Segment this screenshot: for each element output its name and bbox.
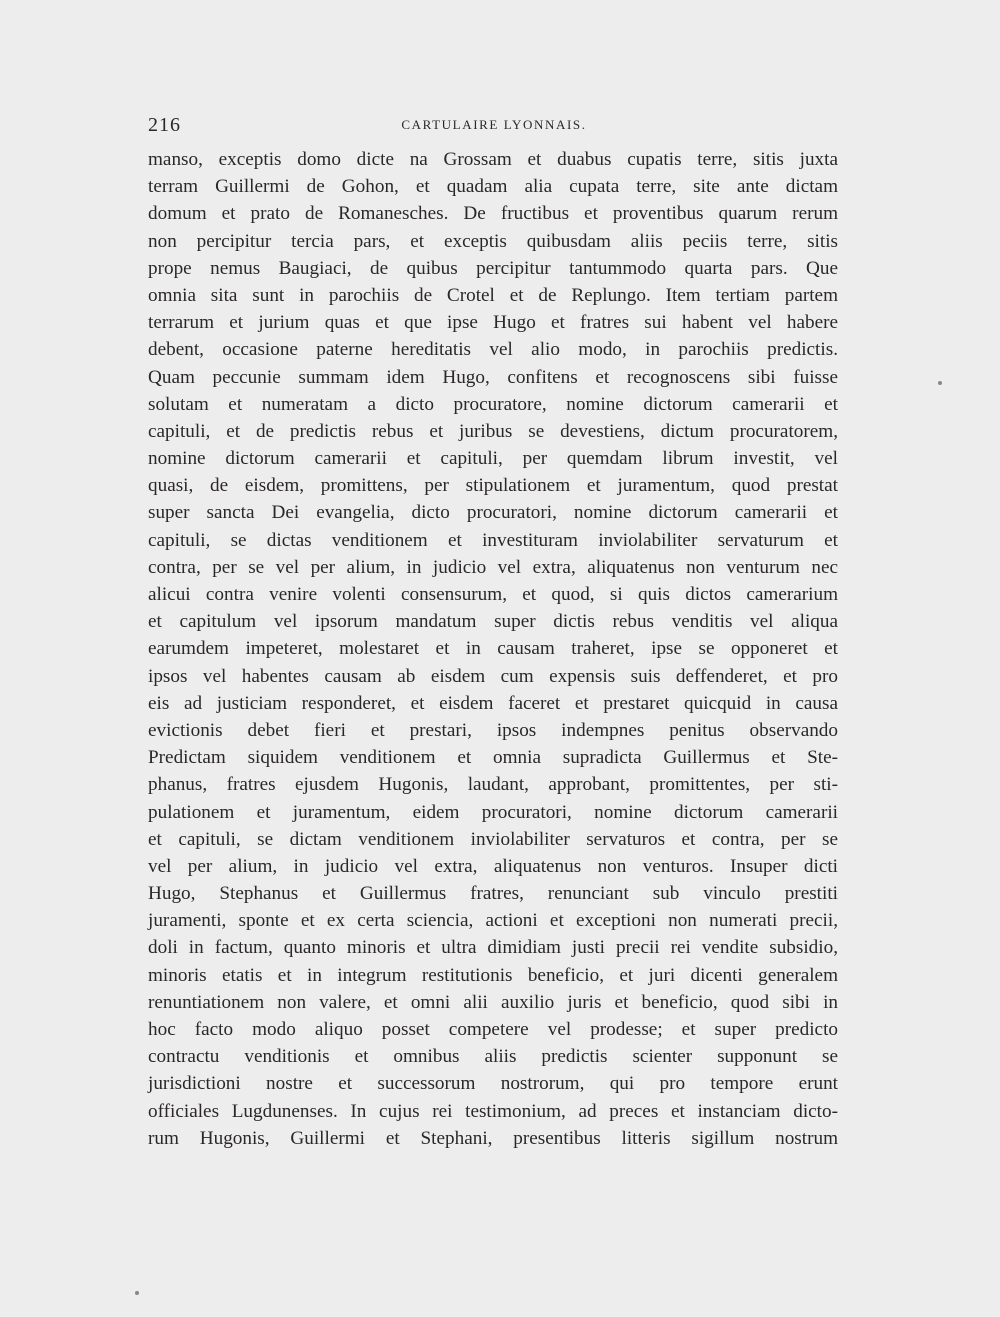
text-line: doli in factum, quanto minoris et ultra dimidiam justi precii rei vendite subsidio, [148,937,838,959]
text-line: super sancta Dei evangelia, dicto procuratori, nomine dictorum camerarii et [148,502,838,524]
text-line: prope nemus Baugiaci, de quibus percipitur tantummodo quarta pars. Que [148,257,838,279]
text-line: capituli, se dictas venditionem et investituram inviolabiliter servaturum et [148,529,838,551]
paper-speck [135,1291,139,1295]
text-line: terrarum et jurium quas et que ipse Hugo et fratres sui habent vel habere [148,312,838,334]
text-line: ipsos vel habentes causam ab eisdem cum expensis suis deffenderet, et pro [148,665,838,687]
text-line: earumdem impeteret, molestaret et in causam traheret, ipse se opponeret et [148,638,838,660]
text-line: evictionis debet fieri et prestari, ipsos indempnes penitus observando [148,719,838,741]
text-line: solutam et numeratam a dicto procuratore, nomine dictorum camerarii et [148,393,838,415]
page-header [148,114,840,138]
text-line: debent, occasione paterne hereditatis vel alio modo, in parochiis predictis. [148,339,838,361]
text-line: officiales Lugdunenses. In cujus rei testimonium, ad preces et instanciam dicto- [148,1100,838,1122]
text-line: eis ad justiciam responderet, et eisdem faceret et prestaret quicquid in causa [148,692,838,714]
text-line: manso, exceptis domo dicte na Grossam et duabus cupatis terre, sitis juxta [148,149,838,170]
text-line: Predictam siquidem venditionem et omnia supradicta Guillermus et Ste- [148,747,838,769]
text-line: domum et prato de Romanesches. De fructibus et proventibus quarum rerum [148,203,838,225]
text-line: juramenti, sponte et ex certa sciencia, actioni et exceptioni non numerati precii, [148,910,838,932]
text-line: hoc facto modo aliquo posset competere vel prodesse; et super predicto [148,1019,838,1040]
text-line: quasi, de eisdem, promittens, per stipulationem et juramentum, quod prestat [148,475,838,497]
text-line: et capitulum vel ipsorum mandatum super dictis rebus venditis vel aliqua [148,611,838,633]
text-line: et capituli, se dictam venditionem inviolabiliter servaturos et contra, per se [148,828,838,850]
text-line: renuntiationem non valere, et omni alii auxilio juris et beneficio, quod sibi in [148,991,838,1013]
page-number: 216 [148,114,181,136]
text-line: Hugo, Stephanus et Guillermus fratres, renunciant sub vinculo prestiti [148,883,838,905]
text-line: capituli, et de predictis rebus et juribus se devestiens, dictum procuratorem, [148,420,838,442]
text-line: jurisdictioni nostre et successorum nostrorum, qui pro tempore erunt [148,1073,838,1095]
text-line: minoris etatis et in integrum restitutionis beneficio, et juri dicenti generalem [148,964,838,986]
text-line: phanus, fratres ejusdem Hugonis, laudant, approbant, promittentes, per sti- [148,774,838,796]
body-text [148,146,838,1152]
paper-speck [938,381,942,385]
running-title: CARTULAIRE LYONNAIS. [401,117,587,132]
text-line: contractu venditionis et omnibus aliis predictis scienter supponunt se [148,1046,838,1068]
text-line: pulationem et juramentum, eidem procuratori, nomine dictorum camerarii [148,801,838,823]
text-line: non percipitur tercia pars, et exceptis quibusdam aliis peciis terre, sitis [148,230,838,252]
text-line: contra, per se vel per alium, in judicio vel extra, aliquatenus non venturum nec [148,556,838,578]
text-line: terram Guillermi de Gohon, et quadam alia cupata terre, site ante dictam [148,176,838,198]
text-line: rum Hugonis, Guillermi et Stephani, presentibus litteris sigillum nostrum [148,1127,838,1149]
text-line: omnia sita sunt in parochiis de Crotel et de Replungo. Item tertiam partem [148,284,838,306]
text-line: vel per alium, in judicio vel extra, aliquatenus non venturos. Insuper dicti [148,855,838,877]
text-line: nomine dictorum camerarii et capituli, per quemdam librum investit, vel [148,448,838,470]
text-line: alicui contra venire volenti consensurum, et quod, si quis dictos camerarium [148,584,838,605]
text-line: Quam peccunie summam idem Hugo, confitens et recognoscens sibi fuisse [148,366,838,388]
